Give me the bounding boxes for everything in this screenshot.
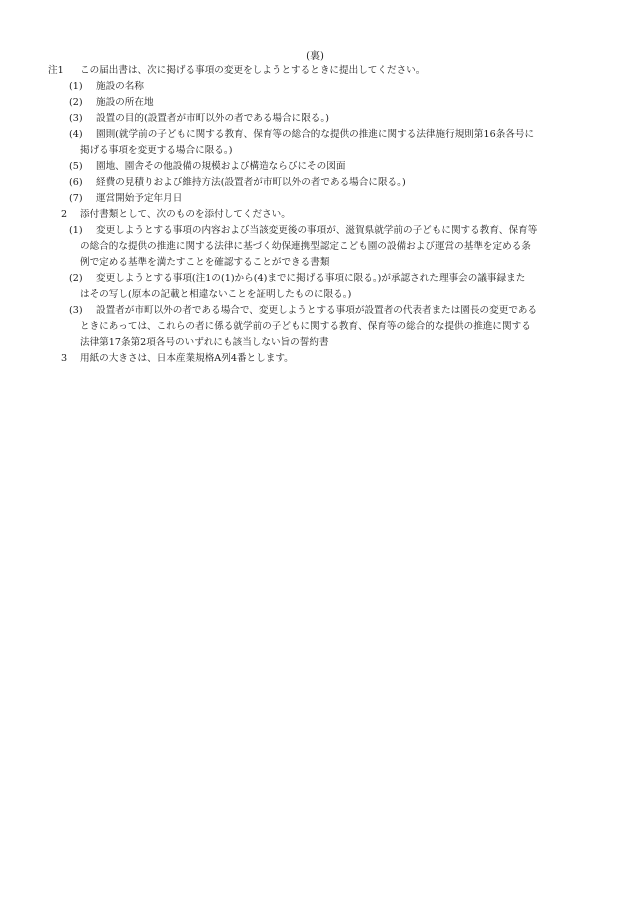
- note-1-item-5-num: (5): [69, 161, 83, 172]
- note-1-text: この届出書は、次に掲げる事項の変更をしようとするときに提出してください。: [80, 65, 426, 76]
- note-1-item-4-line-2: 掲げる事項を変更する場合に限る。): [80, 145, 233, 156]
- note-2-item-2-num: (2): [69, 273, 83, 284]
- note-2-item-3-num: (3): [69, 305, 83, 316]
- note-3-mark: 3: [61, 353, 68, 364]
- note-2-item-1-num: (1): [69, 225, 83, 236]
- note-2-item-3-line-1: 設置者が市町以外の者である場合で、変更しようとする事項が設置者の代表者または園長の変更である: [96, 305, 538, 316]
- page-heading: (裏): [306, 51, 324, 62]
- note-2-item-2-line-1: 変更しようとする事項(注1の(1)から(4)までに掲げる事項に限る。)が承認された理事会の議事録また: [96, 273, 526, 284]
- note-2-item-3-line-3: 法律第17条第2項各号のいずれにも該当しない旨の誓約書: [80, 337, 329, 348]
- note-1-item-1-line-1: 施設の名称: [96, 81, 144, 92]
- note-1-item-5-line-1: 園地、園舎その他設備の規模および構造ならびにその図面: [96, 161, 346, 172]
- note-1-item-1-num: (1): [69, 81, 83, 92]
- note-2-item-1-line-2: の総合的な提供の推進に関する法律に基づく幼保連携型認定こども園の設備および運営の基準を定める条: [80, 241, 531, 252]
- note-3-text: 用紙の大きさは、日本産業規格A列4番とします。: [80, 353, 294, 364]
- note-2-text: 添付書類として、次のものを添付してください。: [80, 209, 291, 220]
- note-1-item-4-num: (4): [69, 129, 83, 140]
- note-2-mark: 2: [61, 209, 68, 220]
- note-1-mark: 注1: [48, 65, 64, 76]
- note-1-item-3-num: (3): [69, 113, 83, 124]
- note-2-item-3-line-2: ときにあっては、これらの者に係る就学前の子どもに関する教育、保育等の総合的な提供の推進に関する: [80, 321, 531, 332]
- note-1-item-6-num: (6): [69, 177, 83, 188]
- note-1-item-7-line-1: 運営開始予定年月日: [96, 193, 183, 204]
- note-1-item-2-num: (2): [69, 97, 83, 108]
- note-1-item-4-line-1: 園則(就学前の子どもに関する教育、保育等の総合的な提供の推進に関する法律施行規則第16条各号に: [96, 129, 535, 140]
- note-2-item-2-line-2: はその写し(原本の記載と相違ないことを証明したものに限る。): [80, 289, 352, 300]
- note-1-item-3-line-1: 設置の目的(設置者が市町以外の者である場合に限る。): [96, 113, 329, 124]
- note-1-item-7-num: (7): [69, 193, 83, 204]
- note-1-item-6-line-1: 経費の見積りおよび維持方法(設置者が市町以外の者である場合に限る。): [96, 177, 406, 188]
- note-2-item-1-line-1: 変更しようとする事項の内容および当該変更後の事項が、滋賀県就学前の子どもに関する教育、保育等: [96, 225, 538, 236]
- note-1-item-2-line-1: 施設の所在地: [96, 97, 154, 108]
- note-2-item-1-line-3: 例で定める基準を満たすことを確認することができる書類: [80, 257, 330, 268]
